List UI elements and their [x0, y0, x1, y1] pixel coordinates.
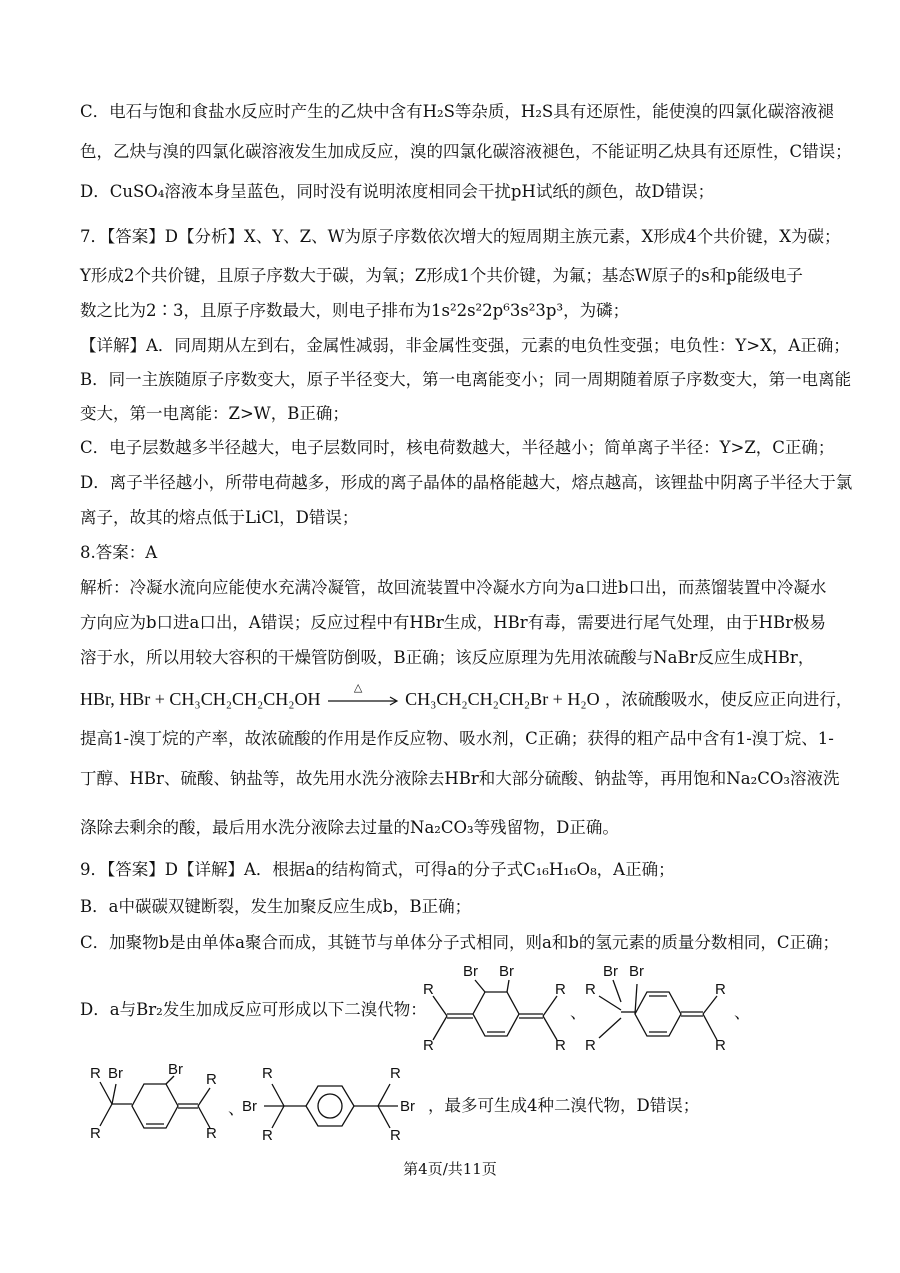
br-label: Br: [242, 1098, 257, 1115]
separator: 、: [228, 1099, 245, 1118]
text-line: 方向应为b口进a口出，A错误；反应过程中有HBr生成，HBr有毒，需要进行尾气处理，由于HBr极易: [80, 613, 827, 632]
r-label: R: [555, 981, 566, 998]
r-label: R: [585, 981, 596, 998]
r-label: R: [390, 1127, 401, 1144]
text-line: 数之比为2∶3，且原子序数最大，则电子排布为1s²2s²2p⁶3s²3p³，为磷；: [80, 301, 630, 320]
text-line: 8.答案：A: [80, 543, 158, 562]
r-label: R: [555, 1037, 566, 1054]
text-line: 色，乙炔与溴的四氯化碳溶液发生加成反应，溴的四氯化碳溶液褪色，不能证明乙炔具有还原性，C错误；: [80, 142, 852, 161]
structure-dibromo-4: [242, 1062, 428, 1146]
separator: 、: [734, 1003, 751, 1022]
br-label: Br: [603, 963, 618, 980]
heat-arrow: [326, 680, 400, 711]
reaction-equation: [80, 680, 853, 711]
text-line: C．电子层数越多半径越大，电子层数同时，核电荷数越大，半径越小；简单离子半径：Y>Z，C正确；: [80, 438, 835, 457]
br-label: Br: [629, 963, 644, 980]
text-line: D．离子半径越小，所带电荷越多，形成的离子晶体的晶格能越大，熔点越高，该锂盐中阴离子半径大于氯: [80, 473, 853, 492]
br-label: Br: [499, 963, 514, 980]
r-label: R: [262, 1065, 273, 1082]
text-line: 【详解】A．同周期从左到右，金属性减弱，非金属性变强，元素的电负性变强；电负性：Y>X，A正确；: [80, 336, 850, 355]
br-label: Br: [400, 1098, 415, 1115]
text-line: 7．【答案】D【分析】X、Y、Z、W为原子序数依次增大的短周期主族元素，X形成4个共价键，X为碳；: [80, 227, 841, 246]
text-line: C．加聚物b是由单体a聚合而成，其链节与单体分子式相同，则a和b的氢元素的质量分数相同，C正确；: [80, 933, 840, 952]
text-line: 溶于水，所以用较大容积的干燥管防倒吸，B正确；该反应原理为先用浓硫酸与NaBr反应生成HBr，: [80, 648, 815, 667]
text-line: 9．【答案】D【详解】A．根据a的结构简式，可得a的分子式C₁₆H₁₆O₈，A正确；: [80, 860, 675, 879]
r-label: R: [390, 1065, 401, 1082]
text-line: B．同一主族随原子序数变大，原子半径变大，第一电离能变小；同一周期随着原子序数变大，第一电离能: [80, 370, 852, 389]
text-line: 离子，故其的熔点低于LiCl，D错误；: [80, 508, 359, 527]
br-label: Br: [168, 1061, 183, 1078]
text-line: 提高1-溴丁烷的产率，故浓硫酸的作用是作反应物、吸水剂，C正确；获得的粗产品中含有1-溴丁烷、1-: [80, 729, 834, 748]
text-line: 变大，第一电离能：Z>W，B正确；: [80, 404, 349, 423]
equation-products: CH₃CH₂CH₂CH₂Br + H₂O: [405, 689, 600, 709]
separator: 、: [570, 1003, 587, 1022]
text-line: B．a中碳碳双键断裂，发生加聚反应生成b，B正确；: [80, 897, 472, 916]
structure-dibromo-3: [82, 1062, 242, 1146]
text-line: 解析：冷凝水流向应能使水充满冷凝管，故回流装置中冷凝水方向为a口进b口出，而蒸馏装置中冷凝水: [80, 578, 827, 597]
structure-dibromo-2: [585, 962, 735, 1062]
r-label: R: [715, 981, 726, 998]
r-label: R: [423, 1037, 434, 1054]
text-line: Y形成2个共价键，且原子序数大于碳，为氧；Z形成1个共价键，为氟；基态W原子的s和p能级电子: [80, 266, 803, 285]
r-label: R: [715, 1037, 726, 1054]
r-label: R: [90, 1125, 101, 1142]
text-line: D．CuSO₄溶液本身呈蓝色，同时没有说明浓度相同会干扰pH试纸的颜色，故D错误；: [80, 182, 715, 201]
br-label: Br: [108, 1065, 123, 1082]
structure-dibromo-1: [415, 962, 585, 1062]
text-line: 丁醇、HBr、硫酸、钠盐等，故先用水洗分液除去HBr和大部分硫酸、钠盐等，再用饱和Na₂CO₃溶液洗: [80, 769, 840, 788]
r-label: R: [423, 981, 434, 998]
arrow-icon: [326, 691, 400, 711]
r-label: R: [585, 1037, 596, 1054]
equation-note: ，浓硫酸吸水，使反应正向进行，: [604, 690, 853, 709]
r-label: R: [90, 1065, 101, 1082]
page-footer: 第4页/共11页: [403, 1160, 497, 1178]
r-label: R: [206, 1071, 217, 1088]
text-line: C．电石与饱和食盐水反应时产生的乙炔中含有H₂S等杂质，H₂S具有还原性，能使溴的四氯化碳溶液褪: [80, 102, 834, 121]
r-label: R: [262, 1127, 273, 1144]
br-label: Br: [463, 963, 478, 980]
equation-reactants: HBr, HBr + CH₃CH₂CH₂CH₂OH: [80, 689, 321, 709]
text-line: 涤除去剩余的酸，最后用水洗分液除去过量的Na₂CO₃等残留物，D正确。: [80, 818, 619, 837]
text-line: D．a与Br₂发生加成反应可形成以下二溴代物：: [80, 1000, 427, 1019]
r-label: R: [206, 1125, 217, 1142]
text-line: ，最多可生成4种二溴代物，D错误；: [428, 1096, 700, 1115]
heat-symbol: △: [353, 680, 363, 694]
